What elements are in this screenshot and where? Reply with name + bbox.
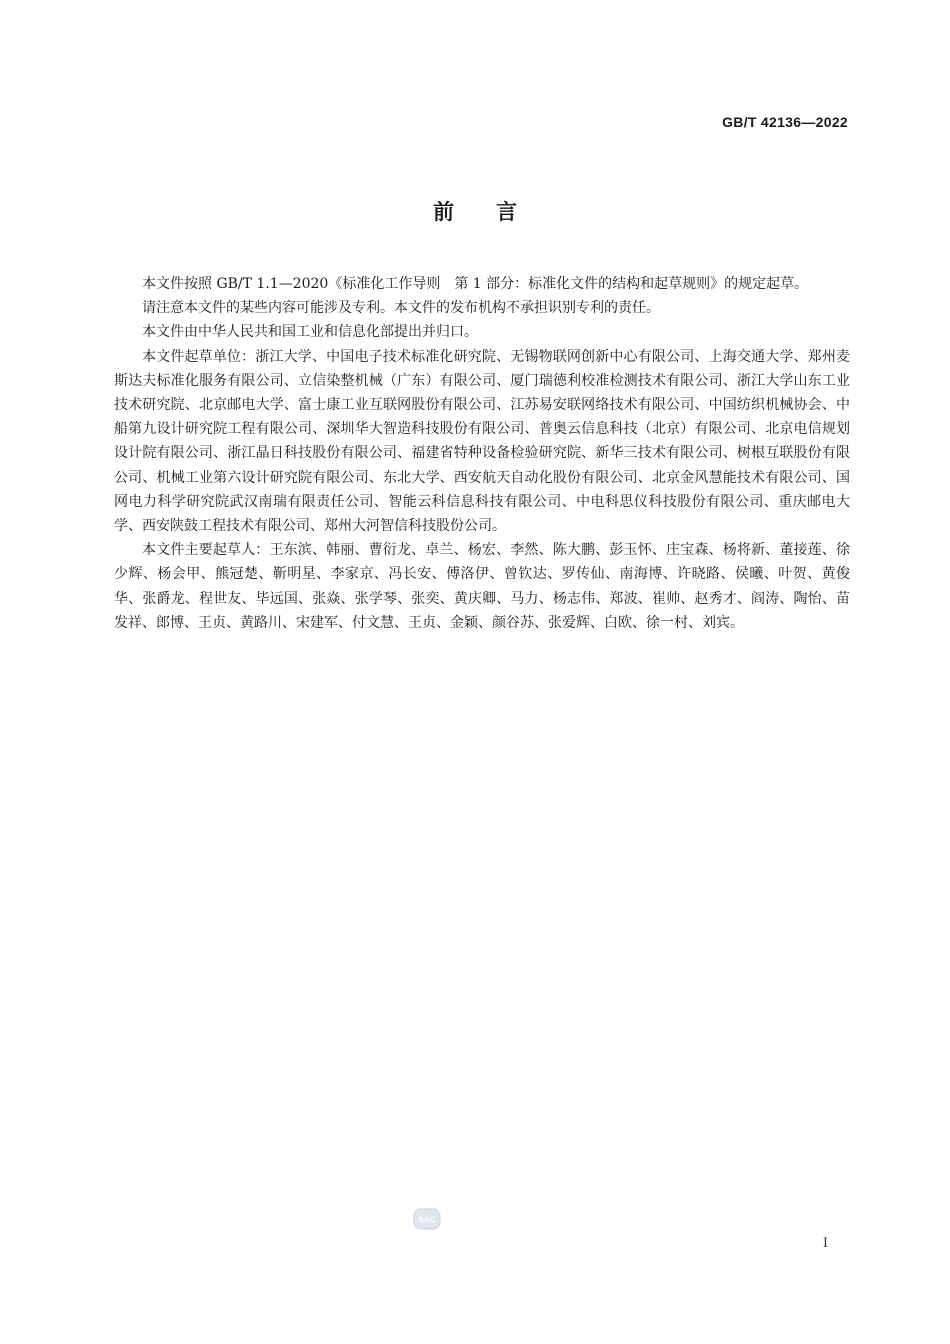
standard-number: GB/T 42136—2022 (722, 114, 848, 130)
svg-text:SAC: SAC (418, 1215, 436, 1225)
page-title: 前言 (433, 200, 559, 224)
paragraph-drafting-organizations: 本文件起草单位：浙江大学、中国电子技术标准化研究院、无锡物联网创新中心有限公司、上海交通大学、郑州麦斯达夫标准化服务有限公司、立信染整机械（广东）有限公司、厦门瑞德利校准检测技术有限公司、浙江大学山东工业技术研究院、北京邮电大学、富士康工业互联网股份有限公司、江苏易安联网络技术有限公司、中国纺织机械协会、中船第九设计研究院工程有限公司、深圳华大智造科技股份有限公司、普奥云信息科技（北京）有限公司、北京电信规划设计院有限公司、浙江晶日科技股份有限公司、福建省特种设备检验研究院、新华三技术有限公司、树根互联股份有限公司、机械工业第六设计研究院有限公司、东北大学、西安航天自动化股份有限公司、北京金风慧能技术有限公司、国网电力科学研究院武汉南瑞有限责任公司、智能云科信息科技有限公司、中电科思仪科技股份有限公司、重庆邮电大学、西安陕鼓工程技术有限公司、郑州大河智信科技股份公司。 (114, 348, 850, 535)
paragraph-proposer: 本文件由中华人民共和国工业和信息化部提出并归口。 (142, 324, 478, 341)
paragraph-patent-notice: 请注意本文件的某些内容可能涉及专利。本文件的发布机构不承担识别专利的责任。 (142, 300, 660, 317)
foreword-body (114, 272, 850, 635)
paragraph-main-drafters: 本文件主要起草人：王东滨、韩丽、曹衍龙、卓兰、杨宏、李然、陈大鹏、彭玉怀、庄宝森、杨将新、董接莲、徐少辉、杨会甲、熊冠楚、靳明星、李家京、冯长安、傅洛伊、曾钦达、罗传仙、南海博、许晓路、侯曦、叶贺、黄俊华、张爵龙、程世友、毕远国、张焱、张学琴、张奕、黄庆卿、马力、杨志伟、郑波、崔帅、赵秀才、阎涛、陶怡、苗发祥、郎博、王贞、黄路川、宋建军、付文慧、王贞、金颖、颜谷苏、张爱辉、白欧、徐一村、刘宾。 (114, 542, 850, 631)
sac-logo-icon (413, 1208, 441, 1230)
page-number: I (822, 1236, 828, 1251)
paragraph-drafting-rules: 本文件按照 GB/T 1.1—2020《标准化工作导则 第 1 部分：标准化文件的结构和起草规则》的规定起草。 (142, 276, 809, 292)
